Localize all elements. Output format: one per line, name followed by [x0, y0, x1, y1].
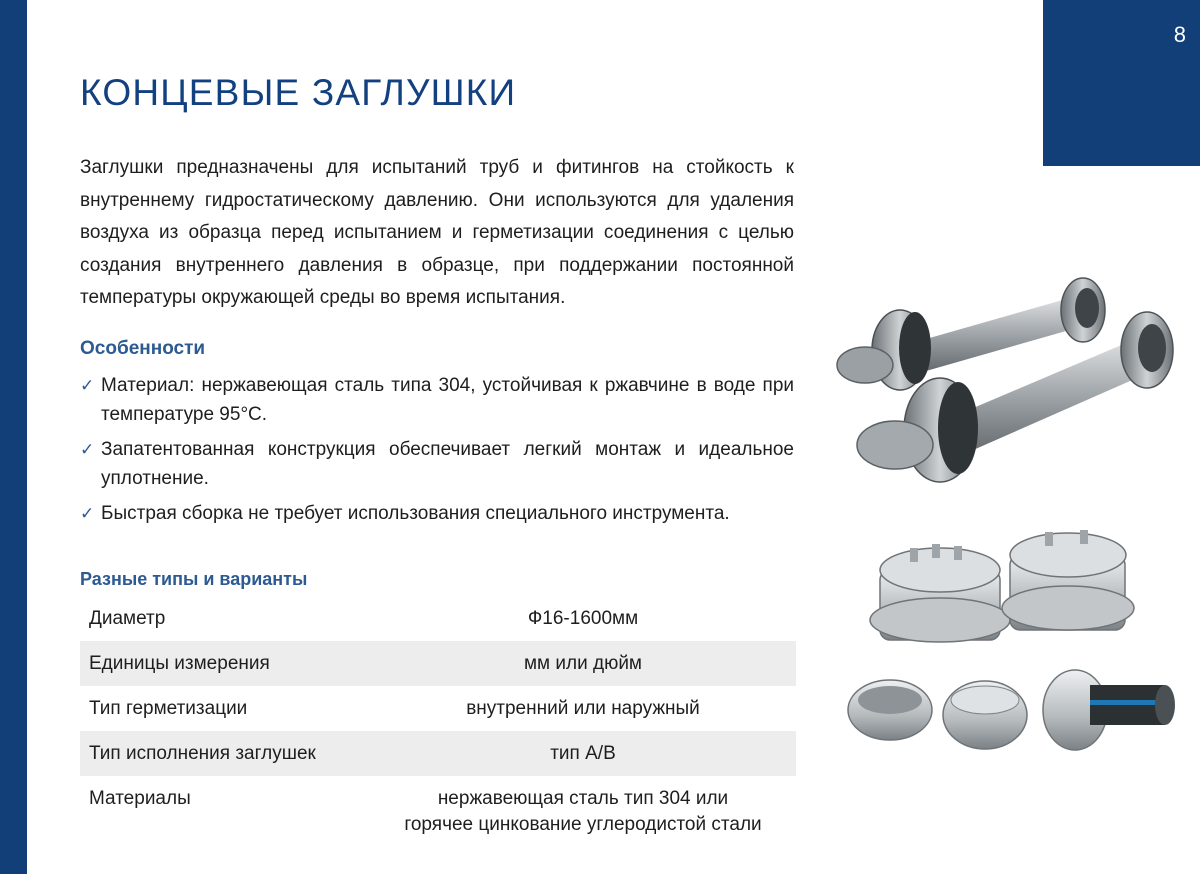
end-caps-photo-bottom — [840, 510, 1190, 760]
feature-item — [80, 499, 794, 528]
spec-label: Тип герметизации — [89, 697, 248, 719]
types-heading: Разные типы и варианты — [80, 569, 308, 589]
spec-row-materials — [80, 776, 796, 838]
spec-value-line: нержавеющая сталь тип 304 или — [437, 788, 729, 809]
feature-text: Материал: нержавеющая сталь типа 304, устойчивая к ржавчине в воде при температуре 95°С. — [101, 375, 794, 425]
feature-text: Быстрая сборка не требует использования специального инструмента. — [101, 503, 730, 524]
left-accent-bar — [0, 0, 27, 874]
spec-label: Диаметр — [89, 607, 166, 629]
spec-value: внутренний или наружный — [466, 697, 700, 719]
spec-value-materials — [370, 786, 796, 838]
page-number-box — [1043, 0, 1200, 166]
spec-value-line: горячее цинкование углеродистой стали — [404, 814, 762, 835]
spec-row-cap-type — [80, 731, 796, 776]
checkmark-icon: ✓ — [80, 440, 95, 459]
spec-label: Материалы — [89, 788, 191, 809]
page-number: 8 — [1173, 22, 1186, 47]
end-caps-photo-top — [825, 240, 1200, 502]
spec-table — [80, 596, 796, 838]
spec-row-units — [80, 641, 796, 686]
spec-value: мм или дюйм — [523, 652, 642, 674]
page-title: КОНЦЕВЫЕ ЗАГЛУШКИ — [80, 72, 517, 113]
feature-item — [80, 371, 794, 429]
spec-row-sealing — [80, 686, 796, 731]
feature-item — [80, 435, 794, 493]
spec-value: тип А/В — [550, 742, 616, 764]
spec-label: Тип исполнения заглушек — [89, 742, 316, 764]
checkmark-icon: ✓ — [80, 376, 95, 395]
checkmark-icon: ✓ — [80, 504, 95, 523]
features-list — [80, 371, 794, 534]
intro-paragraph: Заглушки предназначены для испытаний труб и фитингов на стойкость к внутреннему гидростатическому давлению. Они используются для удаления воздуха из образца перед испытанием и герметизации соединения с целью создания внутреннего давления в образце, при поддержании постоянной температуры окружающей среды во время испытания. — [80, 157, 794, 308]
features-heading: Особенности — [80, 338, 206, 359]
spec-row-diameter — [80, 596, 796, 641]
feature-text: Запатентованная конструкция обеспечивает легкий монтаж и идеальное уплотнение. — [101, 439, 794, 489]
spec-value: Ф16-1600мм — [527, 607, 639, 629]
spec-label: Единицы измерения — [89, 652, 270, 674]
